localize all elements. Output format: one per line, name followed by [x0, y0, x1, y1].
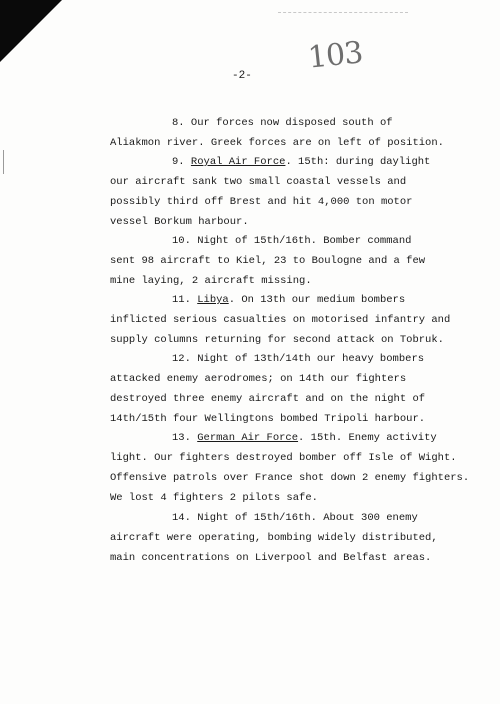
paragraph-13: [110, 428, 470, 508]
paragraph-line: Offensive patrols over France shot down 2 enemy fighters.: [110, 472, 470, 484]
paragraph-number: 14.: [172, 512, 191, 524]
scan-edge-mark: [278, 12, 408, 13]
paragraph-line: Night of 15th/16th. Bomber command: [190, 235, 412, 247]
paragraph-line: Night of 13th/14th our heavy bombers: [190, 353, 425, 365]
paragraph-number: 8.: [172, 117, 185, 129]
paragraph-line: . On 13th our medium bombers: [228, 294, 406, 306]
paragraph-line: sent 98 aircraft to Kiel, 23 to Boulogne and a few: [110, 255, 426, 267]
paragraph-number: 12.: [172, 353, 191, 365]
paragraph-line: light. Our fighters destroyed bomber off Isle of Wight.: [110, 452, 457, 464]
paragraph-line: main concentrations on Liverpool and Belfast areas.: [110, 552, 432, 564]
paragraph-9: [110, 152, 470, 232]
paragraph-line: attacked enemy aerodromes; on 14th our fighters: [110, 373, 407, 385]
paragraph-12: [110, 349, 470, 429]
paragraph-heading: Libya: [197, 294, 229, 306]
paragraph-heading: Royal Air Force: [190, 156, 286, 168]
paragraph-line: inflicted serious casualties on motorised infantry and: [110, 314, 451, 326]
paragraph-11: [110, 290, 470, 350]
page-number: -2-: [232, 70, 252, 82]
paragraph-8: [110, 113, 470, 153]
paragraph-heading: German Air Force: [197, 432, 299, 444]
paragraph-line: Aliakmon river. Greek forces are on left of position.: [110, 137, 444, 149]
paragraph-line: 14th/15th four Wellingtons bombed Tripoli harbour.: [110, 413, 426, 425]
paragraph-line: vessel Borkum harbour.: [110, 216, 249, 228]
paragraph-line: Our forces now disposed south of: [184, 117, 393, 129]
paragraph-line: Night of 15th/16th. About 300 enemy: [190, 512, 418, 524]
paragraph-line: our aircraft sank two small coastal vessels and: [110, 176, 407, 188]
paragraph-number: 11.: [172, 294, 191, 306]
paragraph-line: . 15th. Enemy activity: [298, 432, 437, 444]
paragraph-number: 10.: [172, 235, 191, 247]
paragraph-line: mine laying, 2 aircraft missing.: [110, 275, 312, 287]
paragraph-line: destroyed three enemy aircraft and on the night of: [110, 393, 426, 405]
paragraph-number: 13.: [172, 432, 191, 444]
scan-corner-shadow: [0, 0, 62, 62]
paragraph-number: 9.: [172, 156, 185, 168]
paragraph-line: We lost 4 fighters 2 pilots safe.: [110, 492, 318, 504]
paragraph-line: supply columns returning for second attack on Tobruk.: [110, 334, 444, 346]
paragraph-line: aircraft were operating, bombing widely distributed,: [110, 532, 438, 544]
paragraph-line: possibly third off Brest and hit 4,000 ton motor: [110, 196, 413, 208]
paragraph-10: [110, 231, 470, 291]
scan-margin-mark: [3, 150, 4, 174]
paragraph-14: [110, 508, 470, 568]
paragraph-line: . 15th: during daylight: [285, 156, 431, 168]
handwritten-folio-number: 103: [306, 35, 364, 76]
